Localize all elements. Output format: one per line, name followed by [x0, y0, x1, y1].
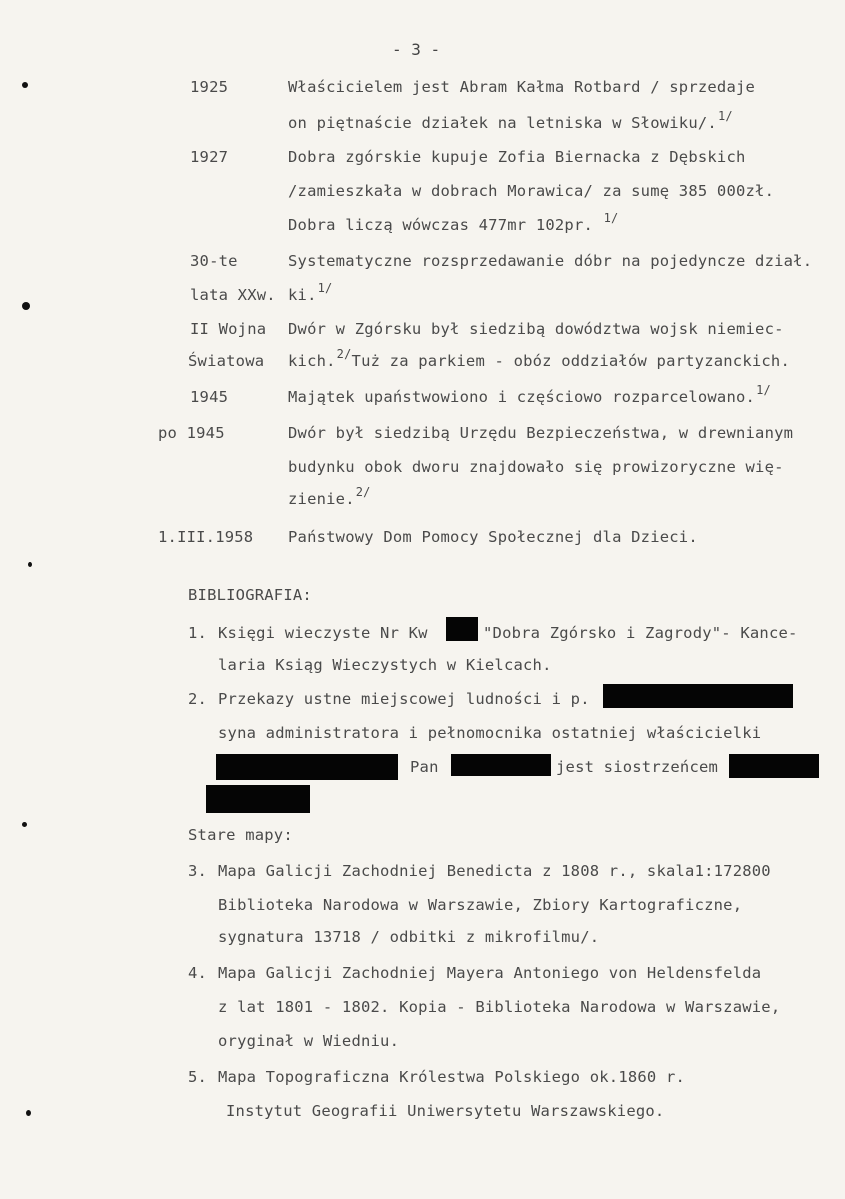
year-label: lata XXw. — [190, 286, 276, 304]
entry-text: on piętnaście działek na letniska w Słowiku/.$^{1/}$ — [288, 109, 733, 132]
entry-text: Dobra liczą wówczas 477mr 102pr. $^{1/}$ — [288, 211, 619, 234]
year-label: 1927 — [190, 148, 229, 166]
redaction-box — [451, 754, 551, 776]
bib-text: Księgi wieczyste Nr Kw — [218, 624, 428, 642]
entry-text: Państwowy Dom Pomocy Społecznej dla Dzieci. — [288, 528, 698, 546]
map-text: Biblioteka Narodowa w Warszawie, Zbiory Kartograficzne, — [218, 896, 743, 914]
map-number: 4. — [188, 964, 208, 982]
punch-hole-mark — [26, 1110, 31, 1116]
old-maps-heading: Stare mapy: — [188, 826, 293, 844]
entry-text: Majątek upaństwowiono i częściowo rozparcelowano.$^{1/}$ — [288, 383, 771, 406]
bib-text: laria Ksiąg Wieczystych w Kielcach. — [218, 656, 552, 674]
map-text: sygnatura 13718 / odbitki z mikrofilmu/. — [218, 928, 600, 946]
year-label: Światowa — [188, 352, 265, 370]
bib-text: Pan — [410, 758, 439, 776]
map-text: oryginał w Wiedniu. — [218, 1032, 400, 1050]
map-number: 3. — [188, 862, 208, 880]
punch-hole-mark — [22, 822, 27, 827]
map-text: Mapa Galicji Zachodniej Mayera Antoniego von Heldensfelda — [218, 964, 762, 982]
punch-hole-mark — [22, 302, 30, 310]
bib-number: 1. — [188, 624, 208, 642]
punch-hole-mark — [28, 562, 32, 567]
redaction-box — [446, 617, 478, 641]
year-label: 1925 — [190, 78, 229, 96]
footnote-ref: 1/ — [756, 383, 771, 397]
bib-text: jest siostrzeńcem — [556, 758, 719, 776]
bib-text: Przekazy ustne miejscowej ludności i p. — [218, 690, 590, 708]
year-label: 30-te — [190, 252, 238, 270]
footnote-ref: 2/ — [336, 347, 352, 361]
entry-text: budynku obok dworu znajdowało się prowizoryczne wię- — [288, 458, 784, 476]
year-label: II Wojna — [190, 320, 267, 338]
entry-text: ki.$^{1/}$ — [288, 281, 333, 304]
bib-number: 2. — [188, 690, 208, 708]
entry-text: /zamieszkała w dobrach Morawica/ za sumę 385 000zł. — [288, 182, 775, 200]
footnote-ref: 1/ — [717, 109, 733, 123]
entry-text: Właścicielem jest Abram Kałma Rotbard / sprzedaje — [288, 78, 756, 96]
entry-text: Dwór w Zgórsku był siedzibą dowództwa wojsk niemiec- — [288, 320, 784, 338]
bib-text: "Dobra Zgórsko i Zagrody"- Kance- — [483, 624, 798, 642]
redaction-box — [216, 754, 398, 780]
redaction-box — [603, 684, 793, 708]
redaction-box — [206, 785, 310, 813]
bibliography-heading: BIBLIOGRAFIA: — [188, 586, 312, 604]
page-number: - 3 - — [392, 40, 441, 59]
redaction-box — [729, 754, 819, 778]
year-label: 1.III.1958 — [158, 528, 254, 546]
entry-text: Systematyczne rozsprzedawanie dóbr na pojedyncze dział. — [288, 252, 813, 270]
footnote-ref: 2/ — [355, 485, 371, 499]
entry-text: zienie.$^{2/}$ — [288, 485, 371, 508]
entry-text: Dobra zgórskie kupuje Zofia Biernacka z Dębskich — [288, 148, 746, 166]
map-number: 5. — [188, 1068, 208, 1086]
map-text: z lat 1801 - 1802. Kopia - Biblioteka Narodowa w Warszawie, — [218, 998, 781, 1016]
map-text: Instytut Geografii Uniwersytetu Warszawskiego. — [226, 1102, 665, 1120]
footnote-ref: 1/ — [317, 281, 333, 295]
entry-text: kich.$^{2/}$Tuż za parkiem - obóz oddziałów partyzanckich. — [288, 347, 790, 370]
entry-text: Dwór był siedzibą Urzędu Bezpieczeństwa, w drewnianym — [288, 424, 794, 442]
map-text: Mapa Topograficzna Królestwa Polskiego ok.1860 r. — [218, 1068, 686, 1086]
year-label: po 1945 — [158, 424, 225, 442]
year-label: 1945 — [190, 388, 229, 406]
footnote-ref: 1/ — [603, 211, 619, 225]
punch-hole-mark — [22, 82, 28, 88]
bib-text: syna administratora i pełnomocnika ostatniej właścicielki — [218, 724, 762, 742]
map-text: Mapa Galicji Zachodniej Benedicta z 1808 r., skala1:172800 — [218, 862, 771, 880]
